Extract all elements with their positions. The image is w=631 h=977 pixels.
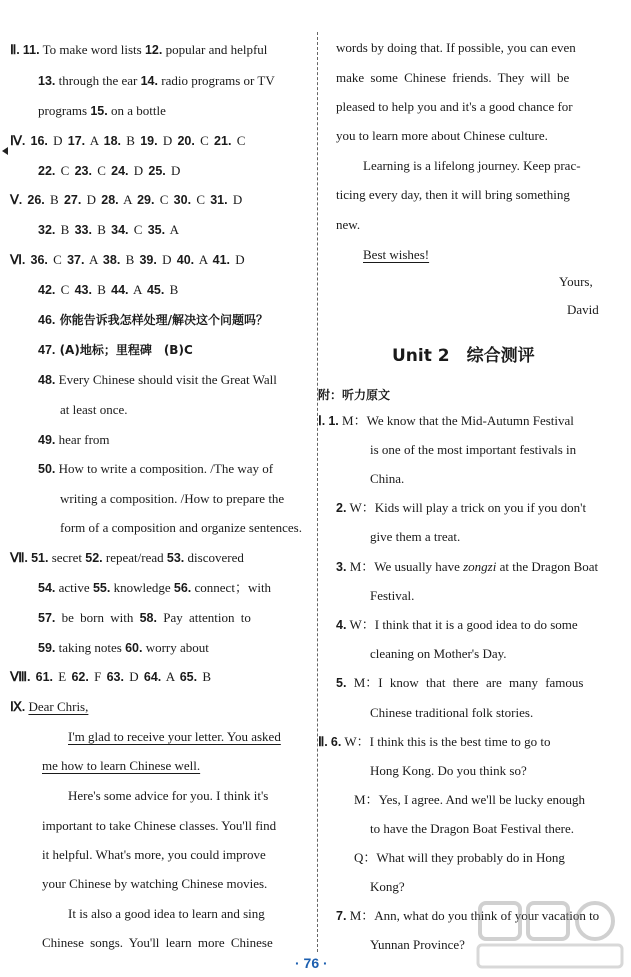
letter-p2-line-1: Here's some advice for you. I think it's: [68, 788, 269, 803]
answer-48-cont: at least once.: [60, 402, 128, 417]
listening-4-cont: cleaning on Mother's Day.: [370, 646, 507, 661]
section-8-line-1: Ⅷ. 61. E 62. F 63. D 64. A 65. B: [10, 669, 212, 684]
listening-6-m: M：Yes, I agree. And we'll be lucky enough: [354, 792, 586, 807]
listening-6-m-cont: to have the Dragon Boat Festival there.: [370, 821, 574, 836]
answer-50-cont-1: writing a composition. /How to prepare the: [60, 491, 285, 506]
appendix-title: 附：听力原文: [318, 388, 391, 402]
answer-48: 48. Every Chinese should visit the Great Wall: [38, 372, 277, 387]
letter-yours: Yours,: [559, 274, 593, 289]
letter-p3-line-1: It is also a good idea to learn and sing: [68, 906, 265, 921]
listening-4: 4. W：I think that it is a good idea to do some: [336, 617, 578, 632]
listening-1-cont-2: China.: [370, 471, 405, 486]
listening-5-cont: Chinese traditional folk stories.: [370, 705, 534, 720]
unit-title: Unit 2 综合测评: [392, 346, 535, 366]
answer-47: 47. (A)地标；里程碑 (B)C: [38, 343, 193, 357]
section-5-line-2: 32. B 33. B 34. C 35. A: [38, 222, 179, 237]
section-2-line-3: programs 15. on a bottle: [38, 103, 166, 118]
listening-7-cont: Yunnan Province?: [370, 937, 465, 952]
letter-p1-line-1: I'm glad to receive your letter. You asked: [68, 729, 281, 744]
letter-p3-line-4: make some Chinese friends. They will be: [336, 70, 570, 85]
listening-6-q: Q：What will they probably do in Hong: [354, 850, 565, 865]
listening-2: 2. W：Kids will play a trick on you if you don't: [336, 500, 587, 515]
listening-1-cont-1: is one of the most important festivals in: [370, 442, 577, 457]
column-divider: [317, 32, 318, 952]
section-5-line-1: Ⅴ. 26. B 27. D 28. A 29. C 30. C 31. D: [10, 192, 243, 207]
section-9-greeting: Ⅸ. Dear Chris,: [10, 699, 89, 714]
margin-marker-icon: [2, 147, 8, 155]
letter-closing: Best wishes!: [363, 247, 430, 262]
section-2-line-1: Ⅱ. 11. To make word lists 12. popular and helpful: [10, 42, 268, 57]
section-4-line-2: 22. C 23. C 24. D 25. D: [38, 163, 181, 178]
section-7-line-4: 59. taking notes 60. worry about: [38, 640, 209, 655]
answer-49: 49. hear from: [38, 432, 110, 447]
letter-p2-line-4: your Chinese by watching Chinese movies.: [42, 876, 268, 891]
listening-7: 7. M：Ann, what do you think of your vacation to: [336, 908, 600, 923]
section-2-line-2: 13. through the ear 14. radio programs or TV: [38, 73, 275, 88]
listening-3-cont: Festival.: [370, 588, 415, 603]
section-7-line-1: Ⅶ. 51. secret 52. repeat/read 53. discovered: [10, 550, 244, 565]
letter-p3-line-3: words by doing that. If possible, you can even: [336, 40, 576, 55]
listening-6-cont: Hong Kong. Do you think so?: [370, 763, 527, 778]
page-number: · 76 ·: [295, 955, 328, 971]
watermark-logo-icon: [470, 895, 630, 973]
letter-p1-line-2: me how to learn Chinese well.: [42, 758, 201, 773]
listening-6: Ⅱ. 6. W：I think this is the best time to go to: [318, 734, 551, 749]
answer-46: 46. 你能告诉我怎样处理/解决这个问题吗？: [38, 313, 268, 327]
letter-p4-line-2: ticing every day, then it will bring something: [336, 187, 570, 202]
letter-p3-line-6: you to learn more about Chinese culture.: [336, 128, 548, 143]
letter-p2-line-2: important to take Chinese classes. You'll find: [42, 818, 277, 833]
letter-signature: David: [567, 302, 599, 317]
section-4-line-1: Ⅳ. 16. D 17. A 18. B 19. D 20. C 21. C: [10, 133, 246, 148]
letter-p4-line-3: new.: [336, 217, 361, 232]
section-7-line-2: 54. active 55. knowledge 56. connect；with: [38, 580, 272, 595]
answer-50-cont-2: form of a composition and organize sentences.: [60, 520, 302, 535]
listening-1: Ⅰ. 1. M：We know that the Mid-Autumn Festival: [318, 413, 574, 428]
letter-p2-line-3: it helpful. What's more, you could improve: [42, 847, 266, 862]
answer-50: 50. How to write a composition. /The way of: [38, 461, 274, 476]
letter-p4-line-1: Learning is a lifelong journey. Keep prac-: [363, 158, 581, 173]
letter-p3-line-2: Chinese songs. You'll learn more Chinese: [42, 935, 273, 950]
section-6-line-1: Ⅵ. 36. C 37. A 38. B 39. D 40. A 41. D: [10, 252, 245, 267]
listening-5: 5. M：I know that there are many famous: [336, 675, 584, 690]
section-6-line-2: 42. C 43. B 44. A 45. B: [38, 282, 179, 297]
section-7-line-3: 57. be born with 58. Pay attention to: [38, 610, 251, 625]
letter-p3-line-5: pleased to help you and it's a good chance for: [336, 99, 573, 114]
listening-2-cont: give them a treat.: [370, 529, 461, 544]
listening-6-q-cont: Kong?: [370, 879, 405, 894]
listening-3: 3. M：We usually have zongzi at the Dragon Boat: [336, 559, 599, 574]
